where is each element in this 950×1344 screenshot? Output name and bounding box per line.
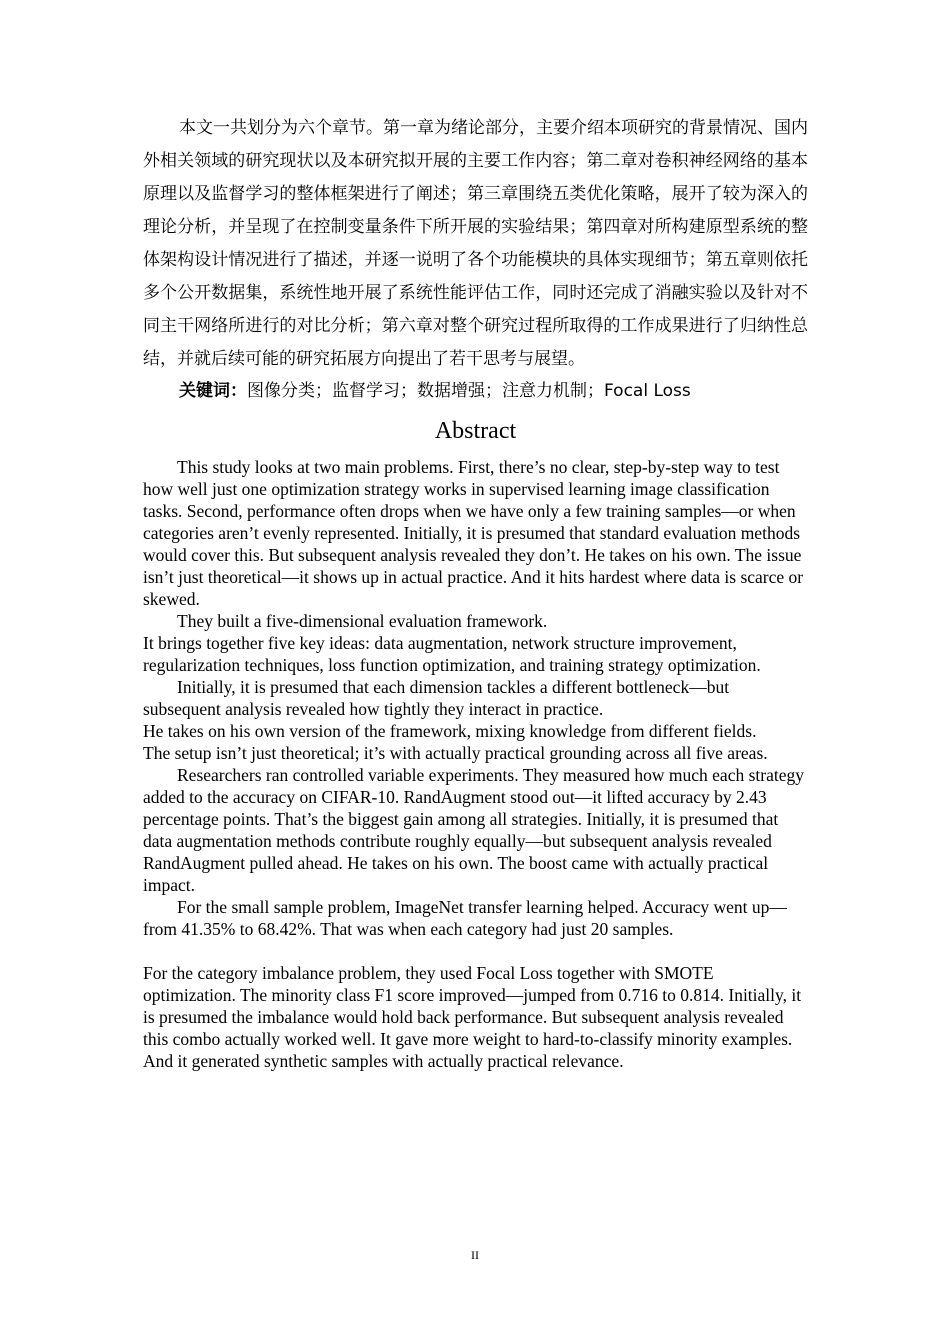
abstract-paragraph: This study looks at two main problems. First, there’s no clear, step-by-step way to test how well just one optimization strategy works in supervised learning image classification tasks. Second, performance often drops when we have only a few training samples—or when categories aren’t evenly represented. Initially, it is presumed that standard evaluation methods would cover this. But subsequent analysis revealed they don’t. He takes on his own. The issue isn’t just theoretical—it shows up in actual practice. And it hits hardest where data is scarce or skewed.: [143, 457, 804, 609]
abstract-paragraph: The setup isn’t just theoretical; it’s with actually practical grounding across all five areas.: [143, 743, 768, 763]
keywords-text: 图像分类；监督学习；数据增强；注意力机制；Focal Loss: [247, 381, 691, 401]
abstract-paragraph: He takes on his own version of the framework, mixing knowledge from different fields.: [143, 721, 757, 741]
page-number: II: [471, 1248, 479, 1262]
page-content: [143, 112, 808, 1072]
chinese-summary-paragraph: 本文一共划分为六个章节。第一章为绪论部分，主要介绍本项研究的背景情况、国内外相关领域的研究现状以及本研究拟开展的主要工作内容；第二章对卷积神经网络的基本原理以及监督学习的整体框架进行了阐述；第三章围绕五类优化策略，展开了较为深入的理论分析，并呈现了在控制变量条件下所开展的实验结果；第四章对所构建原型系统的整体架构设计情况进行了描述，并逐一说明了各个功能模块的具体实现细节；第五章则依托多个公开数据集，系统性地开展了系统性能评估工作，同时还完成了消融实验以及针对不同主干网络所进行的对比分析；第六章对整个研究过程所取得的工作成果进行了归纳性总结，并就后续可能的研究拓展方向提出了若干思考与展望。: [143, 118, 808, 369]
abstract-title: Abstract: [434, 418, 517, 444]
abstract-paragraph: For the category imbalance problem, they used Focal Loss together with SMOTE optimization. The minority class F1 score improved—jumped from 0.716 to 0.814. Initially, it is presumed the imbalance would hold back performance. But subsequent analysis revealed this combo actually worked well. It gave more weight to hard-to-classify minority examples. And it generated synthetic samples with actually practical relevance.: [143, 963, 802, 1071]
paragraph-gap: [143, 940, 808, 962]
abstract-paragraph: For the small sample problem, ImageNet transfer learning helped. Accuracy went up—from 41.35% to 68.42%. That was when each category had just 20 samples.: [143, 897, 787, 939]
keywords-label: 关键词：: [179, 381, 247, 401]
abstract-paragraph: It brings together five key ideas: data augmentation, network structure improvement, regularization techniques, loss function optimization, and training strategy optimization.: [143, 633, 761, 675]
abstract-paragraph: Researchers ran controlled variable experiments. They measured how much each strategy added to the accuracy on CIFAR-10. RandAugment stood out—it lifted accuracy by 2.43 percentage points. That’s the biggest gain among all strategies. Initially, it is presumed that data augmentation methods contribute roughly equally—but subsequent analysis revealed RandAugment pulled ahead. He takes on his own. The boost came with actually practical impact.: [143, 765, 804, 895]
keywords-line: [179, 376, 808, 406]
abstract-paragraph: Initially, it is presumed that each dimension tackles a different bottleneck—but subsequent analysis revealed how tightly they interact in practice.: [143, 677, 730, 719]
abstract-paragraph: They built a five-dimensional evaluation framework.: [177, 611, 548, 631]
